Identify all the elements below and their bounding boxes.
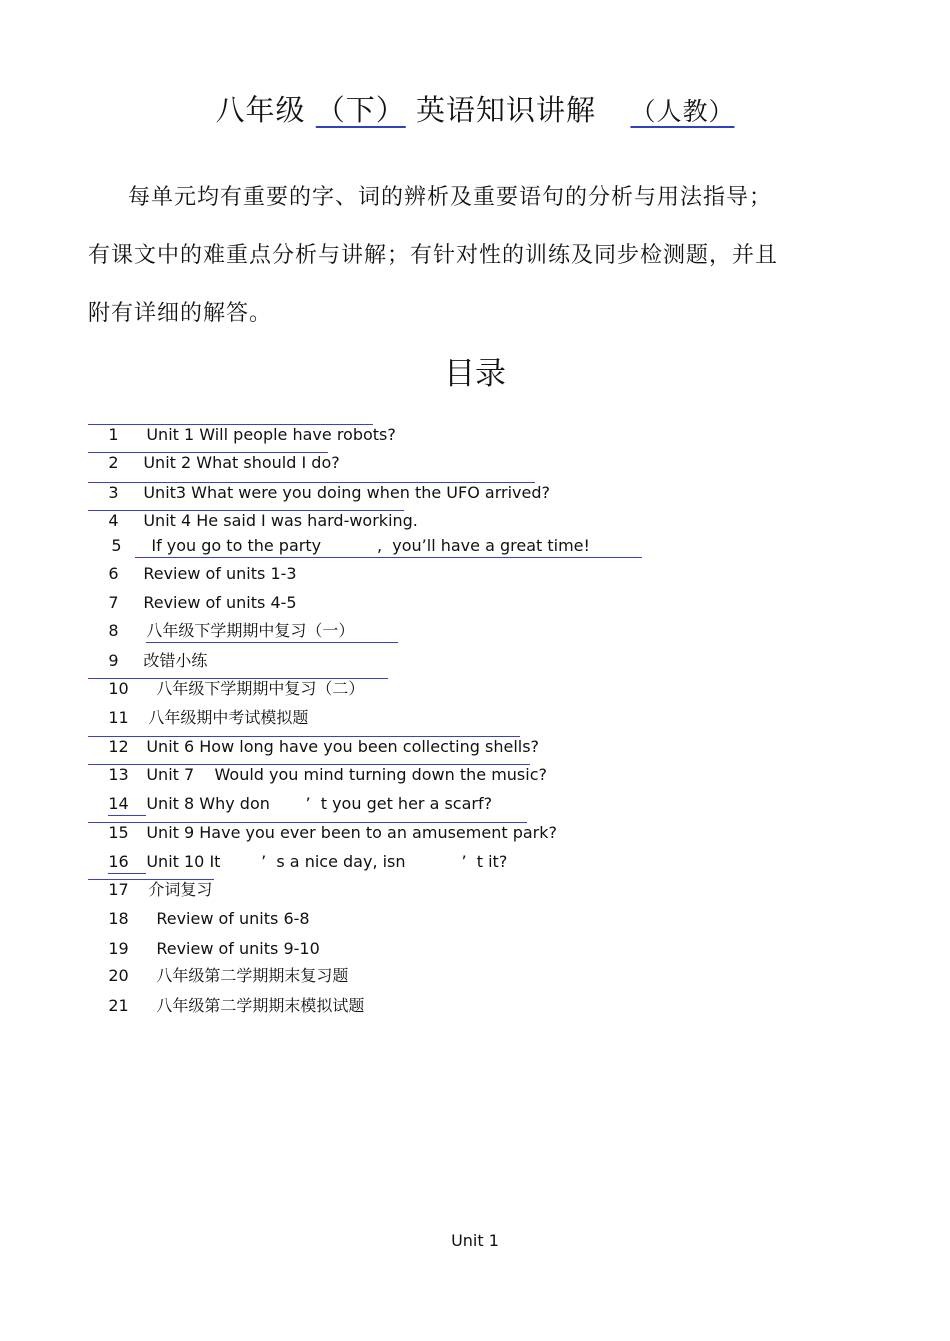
toc-item-label: Review of units 9-10 xyxy=(156,939,320,958)
title-publisher: （人教） xyxy=(630,97,735,126)
toc-item-10[interactable] xyxy=(88,656,388,698)
toc-item-13[interactable] xyxy=(88,742,547,784)
toc-item-label: Unit3 What were you doing when the UFO arrived? xyxy=(143,483,550,502)
toc-item-number: 12 xyxy=(108,737,129,756)
toc-item-9[interactable] xyxy=(88,628,208,670)
toc-item-8[interactable] xyxy=(88,598,398,640)
toc-item-label: Unit 4 He said I was hard-working. xyxy=(143,511,418,530)
toc-item-label: Unit 6 How long have you been collecting shells? xyxy=(146,737,540,756)
toc-item-16[interactable] xyxy=(88,829,508,871)
toc-item-label: 八年级下学期期中复习（一） xyxy=(146,620,398,643)
toc-item-number: 9 xyxy=(108,651,119,670)
toc-item-label: Unit 1 Will people have robots? xyxy=(146,425,396,444)
toc-item-2[interactable] xyxy=(88,430,340,472)
title-subject: 英语知识讲解 xyxy=(416,93,597,127)
toc-item-1[interactable] xyxy=(88,402,396,444)
toc-item-label: If you go to the party , you’ll have a great time! xyxy=(135,535,642,558)
document-title xyxy=(0,88,950,129)
toc-item-number: 20 xyxy=(108,966,129,985)
intro-line-2: 有课文中的难重点分析与讲解；有针对性的训练及同步检测题，并且 xyxy=(88,243,779,268)
toc-item-label: Review of units 6-8 xyxy=(156,909,310,928)
toc-item-number: 13 xyxy=(108,765,129,784)
toc-item-5[interactable] xyxy=(91,513,642,555)
toc-item-number: 6 xyxy=(108,564,119,583)
toc-item-label: Unit 2 What should I do? xyxy=(143,453,340,472)
toc-item-number: 8 xyxy=(108,621,119,640)
toc-item-label: Unit 8 Why don ’ t you get her a scarf? xyxy=(146,794,493,813)
toc-item-17[interactable] xyxy=(88,857,214,899)
toc-item-19[interactable] xyxy=(88,916,320,958)
title-grade: 八年级 xyxy=(215,93,306,127)
toc-item-label: Review of units 4-5 xyxy=(143,593,297,612)
toc-heading: 目录 xyxy=(444,356,506,392)
toc-item-number: 1 xyxy=(108,425,119,444)
toc-item-label: Unit 7 Would you mind turning down the music? xyxy=(146,765,547,784)
toc-item-number: 18 xyxy=(108,909,129,928)
toc-item-12[interactable] xyxy=(88,714,540,756)
toc-item-number: 4 xyxy=(108,511,119,530)
toc-item-number: 16 xyxy=(108,851,146,874)
toc-item-label: 八年级第二学期期末复习题 xyxy=(156,966,349,985)
toc-item-label: 介词复习 xyxy=(148,880,213,899)
toc-item-label: Unit 9 Have you ever been to an amusement park? xyxy=(146,823,557,842)
toc-item-number: 15 xyxy=(108,823,129,842)
toc-item-number: 21 xyxy=(108,996,129,1015)
title-term: （下） xyxy=(315,93,406,127)
toc-item-4[interactable] xyxy=(88,488,418,530)
toc-item-15[interactable] xyxy=(88,800,557,842)
page-footer: Unit 1 xyxy=(451,1231,499,1250)
toc-item-label: 改错小练 xyxy=(143,651,208,670)
toc-item-number: 17 xyxy=(108,880,129,899)
toc-item-7[interactable] xyxy=(88,570,297,612)
toc-item-20[interactable] xyxy=(88,943,349,985)
toc-item-18[interactable] xyxy=(88,886,310,928)
intro-line-3: 附有详细的解答。 xyxy=(88,301,273,326)
toc-item-number: 11 xyxy=(108,708,129,727)
toc-item-6[interactable] xyxy=(88,541,297,583)
toc-item-label: 八年级第二学期期末模拟试题 xyxy=(156,996,365,1015)
toc-item-label: Review of units 1-3 xyxy=(143,564,297,583)
toc-item-21[interactable] xyxy=(88,973,365,1015)
toc-item-label: 八年级期中考试模拟题 xyxy=(148,708,309,727)
toc-item-label: 八年级下学期期中复习（二） xyxy=(156,679,365,698)
toc-item-number: 5 xyxy=(111,536,122,555)
toc-item-number: 3 xyxy=(108,483,119,502)
toc-item-number: 7 xyxy=(108,593,119,612)
toc-item-number: 19 xyxy=(108,939,129,958)
toc-item-number: 2 xyxy=(108,453,119,472)
toc-item-number: 10 xyxy=(108,679,129,698)
intro-line-1: 每单元均有重要的字、词的辨析及重要语句的分析与用法指导； xyxy=(128,185,773,210)
toc-item-number: 14 xyxy=(108,793,146,816)
toc-item-label: Unit 10 It ’ s a nice day, isn ’ t it? xyxy=(146,852,508,871)
toc-item-14[interactable] xyxy=(88,771,493,813)
toc-item-3[interactable] xyxy=(88,460,550,502)
